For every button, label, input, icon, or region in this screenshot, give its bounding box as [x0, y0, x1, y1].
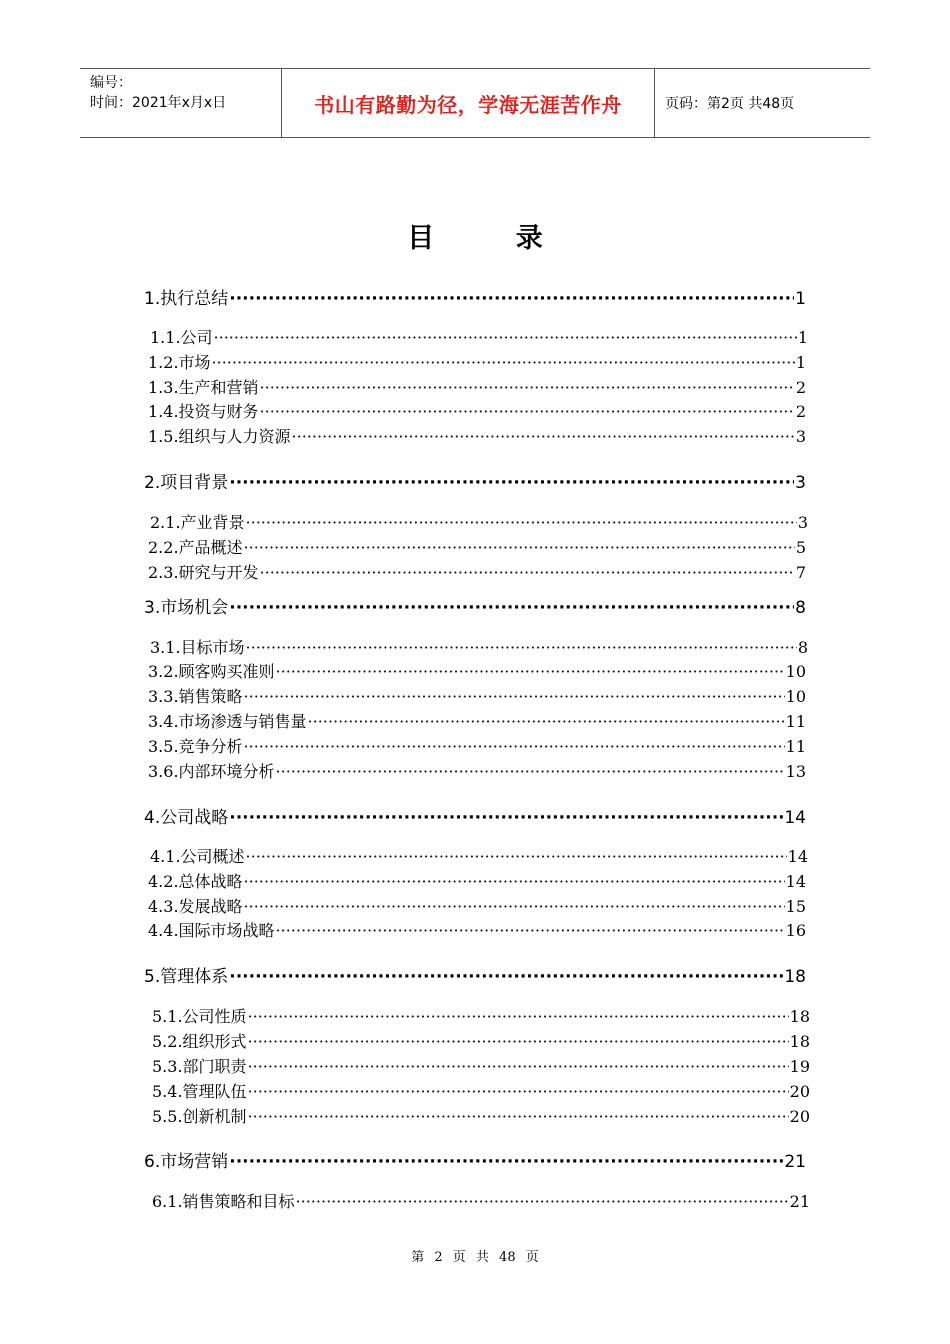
toc-entry-subsection[interactable]: 3.5.竞争分析 ····· 11 [148, 734, 806, 757]
toc-entry-subsection[interactable]: 5.4.管理队伍 ····· 20 [152, 1079, 810, 1102]
toc-entry-subsection[interactable]: 5.1.公司性质 ····· 18 [152, 1004, 810, 1027]
toc-entry-subsection[interactable]: 1.4.投资与财务 ····· 2 [148, 399, 806, 422]
header-meta [80, 69, 282, 137]
page-header [80, 68, 870, 138]
toc-entry-section[interactable]: 3.市场机会 ····· 8 [144, 593, 806, 618]
toc-title: 目 录 [407, 223, 579, 254]
toc-entry-subsection[interactable]: 3.2.顾客购买准则 ····· 10 [148, 659, 806, 682]
toc-entry-subsection[interactable]: 6.1.销售策略和目标 ····· 21 [152, 1189, 810, 1212]
toc-entry-subsection[interactable]: 3.6.内部环境分析 ····· 13 [148, 759, 806, 782]
page-footer: 第 2 页 共 48 页 [411, 1250, 539, 1265]
document-date: 时间：2021年x月x日 [90, 95, 227, 111]
toc-entry-subsection[interactable]: 1.5.组织与人力资源 ····· 3 [148, 424, 806, 447]
toc-entry-section[interactable]: 6.市场营销 ····· 21 [144, 1147, 806, 1172]
toc-entry-section[interactable]: 4.公司战略 ····· 14 [144, 803, 806, 828]
toc-entry-subsection[interactable]: 5.3.部门职责 ····· 19 [152, 1054, 810, 1077]
toc-entry-subsection[interactable]: 4.1.公司概述 ····· 14 [150, 844, 808, 867]
toc-entry-subsection[interactable]: 5.5.创新机制 ····· 20 [152, 1104, 810, 1127]
document-number: 编号： [90, 75, 132, 91]
toc-entry-subsection[interactable]: 4.3.发展战略 ····· 15 [148, 894, 806, 917]
header-motto: 书山有路勤为径，学海无涯苦作舟 [282, 69, 655, 137]
toc-entry-subsection[interactable]: 5.2.组织形式 ····· 18 [152, 1029, 810, 1052]
toc-entry-subsection[interactable]: 3.4.市场渗透与销售量 ····· 11 [148, 709, 806, 732]
toc-entry-subsection[interactable]: 2.3.研究与开发 ····· 7 [148, 560, 806, 583]
toc-entry-subsection[interactable]: 2.1.产业背景 ····· 3 [150, 510, 808, 533]
toc-entry-subsection[interactable]: 1.1.公司 ····· 1 [150, 325, 808, 348]
toc-entry-section[interactable]: 1.执行总结 ····· 1 [144, 284, 806, 309]
toc-entry-subsection[interactable]: 1.2.市场 ····· 1 [148, 350, 806, 373]
toc-entry-section[interactable]: 5.管理体系 ····· 18 [144, 962, 806, 987]
header-page-info: 页码：第2页 共48页 [665, 96, 795, 112]
toc-entry-subsection[interactable]: 3.3.销售策略 ····· 10 [148, 684, 806, 707]
toc-entry-subsection[interactable]: 3.1.目标市场 ····· 8 [150, 635, 808, 658]
toc-entry-subsection[interactable]: 1.3.生产和营销 ····· 2 [148, 375, 806, 398]
toc-entry-subsection[interactable]: 2.2.产品概述 ····· 5 [148, 535, 806, 558]
toc-entry-subsection[interactable]: 4.4.国际市场战略 ····· 16 [148, 918, 806, 941]
toc-entry-subsection[interactable]: 4.2.总体战略 ····· 14 [148, 869, 806, 892]
toc-entry-section[interactable]: 2.项目背景 ····· 3 [144, 468, 806, 493]
